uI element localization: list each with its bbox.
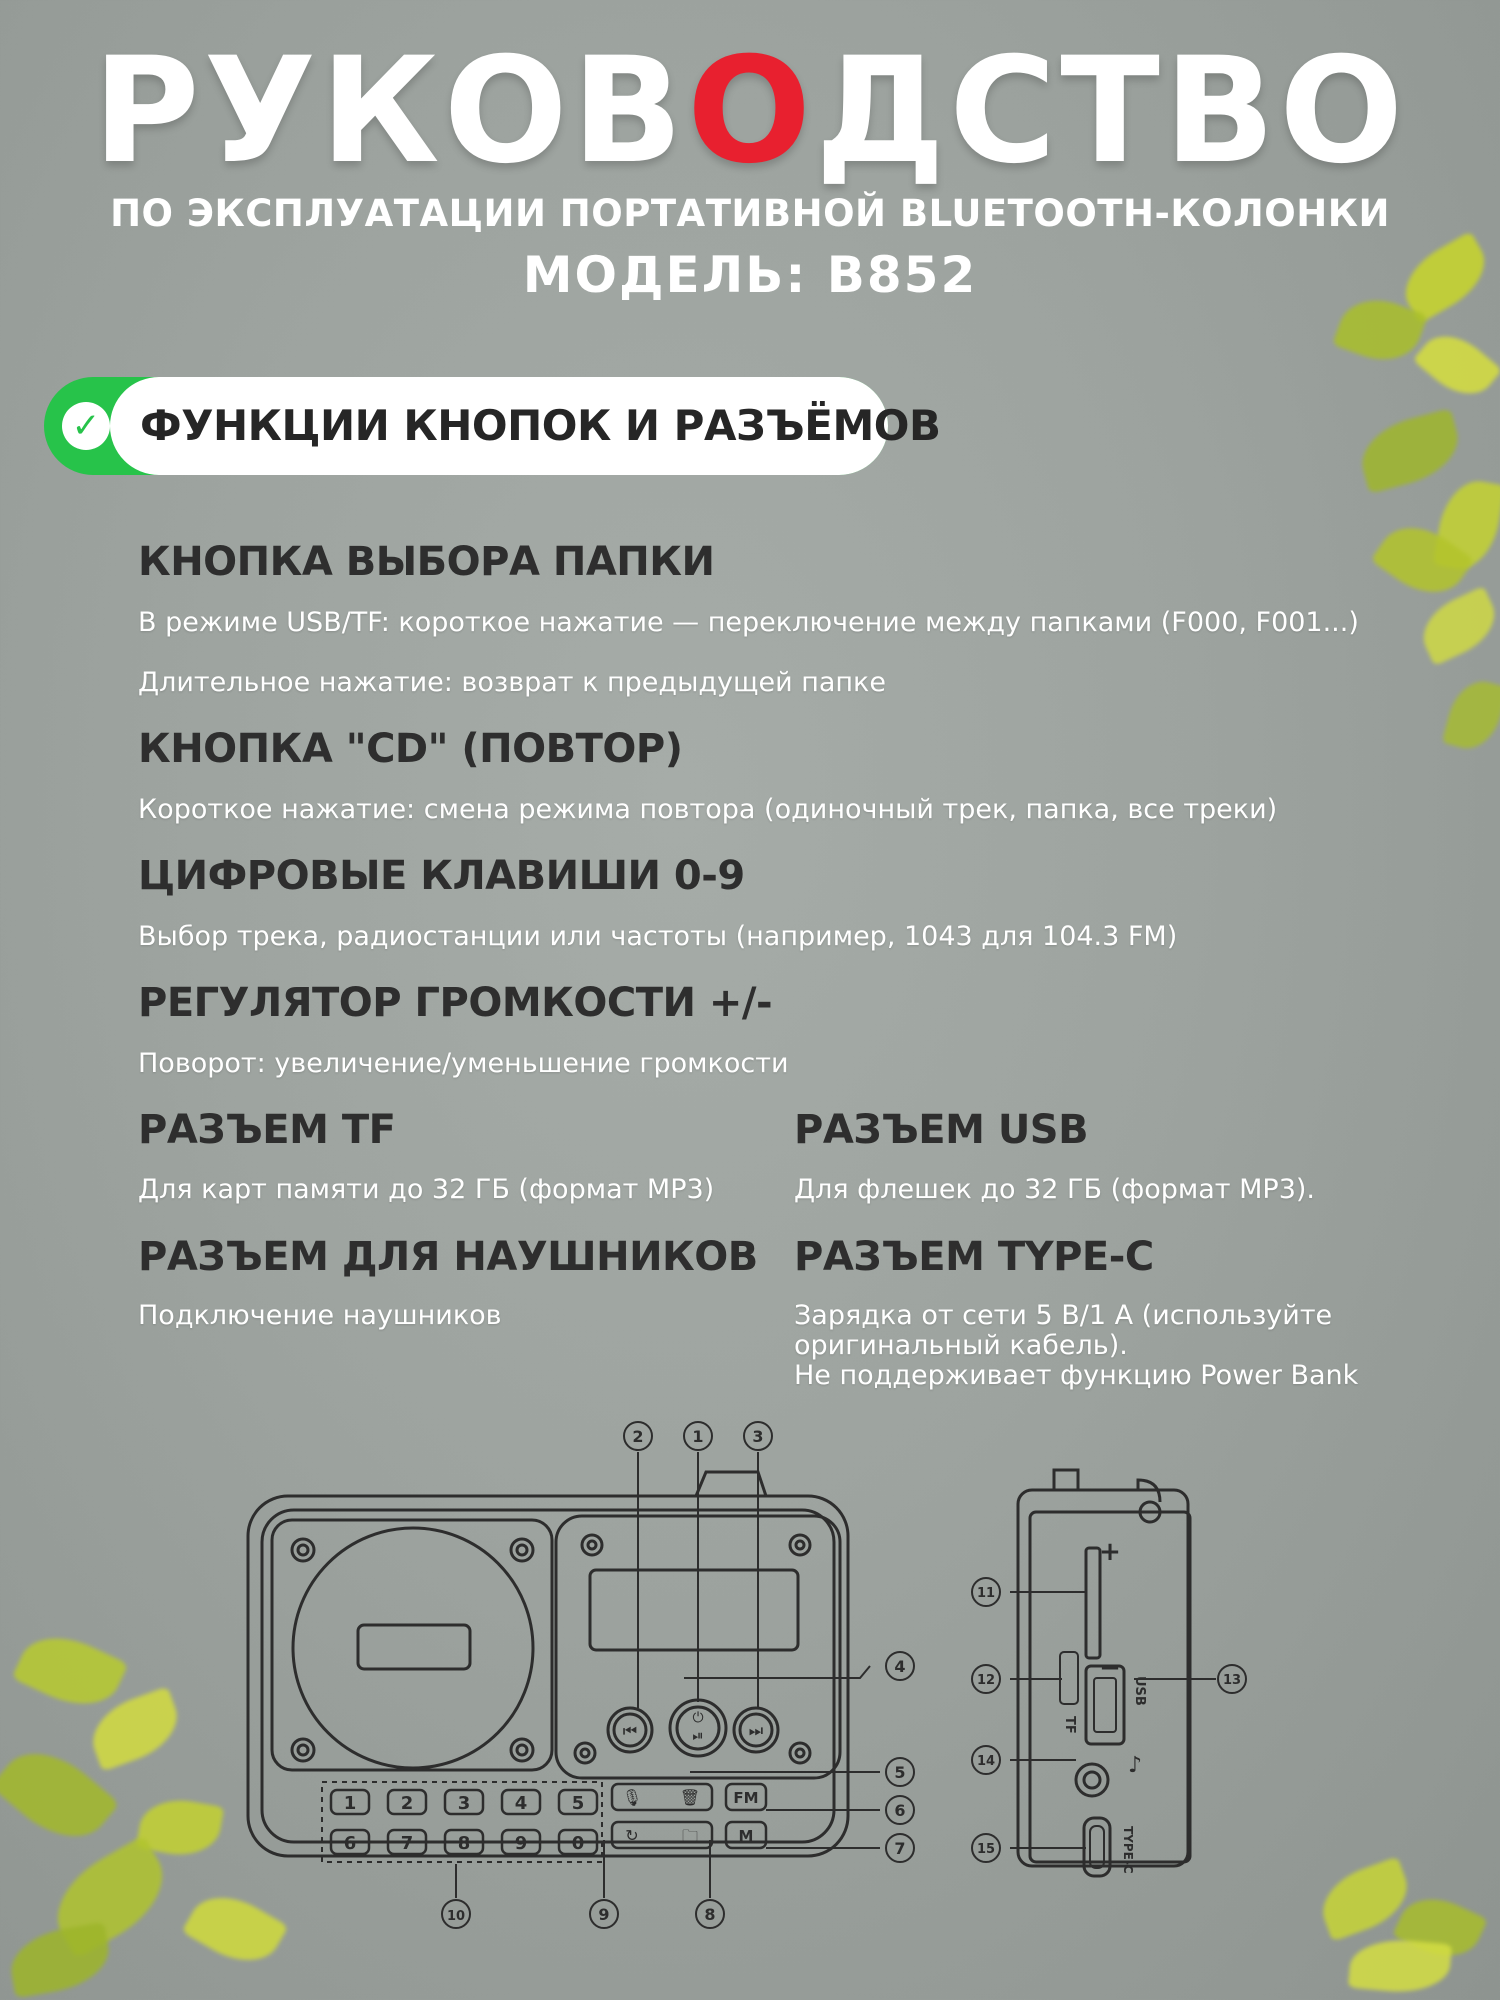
- key-2: 2: [400, 1793, 414, 1814]
- volume-desc: Поворот: увеличение/уменьшение громкости: [138, 1048, 789, 1079]
- digit-keys-desc: Выбор трека, радиостанции или частоты (например, 1043 для 104.3 FM): [138, 921, 1178, 952]
- checkmark-icon: ✓: [62, 402, 110, 450]
- callout-1: 1: [692, 1427, 704, 1446]
- callout-9: 9: [598, 1905, 610, 1924]
- callout-5: 5: [894, 1763, 906, 1782]
- volume-plus-label: +: [1099, 1537, 1121, 1567]
- folder-button-desc-2: Длительное нажатие: возврат к предыдущей папке: [138, 667, 886, 698]
- folder-icon: 🗀: [681, 1826, 699, 1845]
- callout-6: 6: [894, 1801, 906, 1820]
- callout-11: 11: [976, 1586, 996, 1601]
- play-pause-button: [670, 1700, 726, 1756]
- page-title: РУКОВОДСТВО: [92, 26, 1408, 196]
- svg-text:⏯: ⏯: [692, 1728, 704, 1744]
- typec-port-heading: РАЗЪЕМ TYPE-C: [794, 1234, 1154, 1280]
- key-0: 0: [571, 1833, 585, 1854]
- callout-10: 10: [446, 1909, 466, 1924]
- volume-minus-label: −: [1099, 1653, 1121, 1683]
- key-7: 7: [400, 1833, 414, 1854]
- svg-text:⏮: ⏮: [622, 1721, 638, 1740]
- cd-button-heading: КНОПКА "CD" (ПОВТОР): [138, 726, 683, 772]
- typec-port-desc-1: Зарядка от сети 5 В/1 А (используйте: [794, 1300, 1333, 1331]
- typec-port-desc-3: Не поддерживает функцию Power Bank: [794, 1360, 1359, 1391]
- callout-13: 13: [1222, 1673, 1242, 1688]
- svg-text:⏭: ⏭: [748, 1721, 764, 1740]
- svg-text:⏻: ⏻: [692, 1710, 704, 1726]
- callout-8: 8: [704, 1905, 716, 1924]
- callout-4: 4: [894, 1657, 906, 1676]
- title-accent-letter: О: [687, 26, 816, 196]
- key-8: 8: [457, 1833, 471, 1854]
- headphones-jack-desc: Подключение наушников: [138, 1300, 502, 1331]
- callout-15: 15: [976, 1842, 996, 1857]
- key-5: 5: [571, 1793, 585, 1814]
- usb-slot-desc: Для флешек до 32 ГБ (формат MP3).: [794, 1174, 1315, 1205]
- key-6: 6: [343, 1833, 357, 1854]
- headphone-icon: ♪: [1128, 1753, 1143, 1778]
- trash-icon: 🗑: [679, 1788, 701, 1807]
- model-label: МОДЕЛЬ: B852: [522, 246, 978, 304]
- usb-slot-heading: РАЗЪЕМ USB: [794, 1107, 1089, 1153]
- volume-heading: РЕГУЛЯТОР ГРОМКОСТИ +/-: [138, 980, 773, 1026]
- next-track-button: [734, 1708, 778, 1752]
- folder-button-desc-1: В режиме USB/TF: короткое нажатие — переключение между папками (F000, F001...): [138, 607, 1359, 638]
- key-3: 3: [457, 1793, 471, 1814]
- typec-port-desc-2: оригинальный кабель).: [794, 1330, 1128, 1361]
- key-4: 4: [514, 1793, 528, 1814]
- cd-button-desc: Короткое нажатие: смена режима повтора (одиночный трек, папка, все треки): [138, 794, 1278, 825]
- repeat-icon: ↻: [625, 1826, 639, 1845]
- callout-3: 3: [752, 1427, 764, 1446]
- mic-icon: 🎙: [621, 1788, 643, 1807]
- usb-side-label: USB: [1132, 1676, 1147, 1706]
- section-title: ФУНКЦИИ КНОПОК И РАЗЪЁМОВ: [140, 401, 941, 450]
- tf-slot-heading: РАЗЪЕМ TF: [138, 1107, 396, 1153]
- tf-side-label: TF: [1062, 1716, 1077, 1734]
- m-button-label: M: [738, 1827, 754, 1845]
- callout-14: 14: [976, 1754, 996, 1769]
- prev-track-button: [608, 1708, 652, 1752]
- key-9: 9: [514, 1833, 528, 1854]
- callout-12: 12: [976, 1673, 996, 1688]
- device-diagram: [0, 1420, 1500, 1980]
- fm-button-label: FM: [733, 1789, 759, 1807]
- digit-keys-heading: ЦИФРОВЫЕ КЛАВИШИ 0-9: [138, 853, 745, 899]
- typec-side-label: TYPE-C: [1121, 1826, 1135, 1874]
- page-subtitle: ПО ЭКСПЛУАТАЦИИ ПОРТАТИВНОЙ BLUETOOTH-КОЛОНКИ: [110, 192, 1390, 235]
- folder-button-heading: КНОПКА ВЫБОРА ПАПКИ: [138, 539, 715, 585]
- key-1: 1: [343, 1793, 357, 1814]
- tf-slot-desc: Для карт памяти до 32 ГБ (формат MP3): [138, 1174, 715, 1205]
- callout-7: 7: [894, 1839, 906, 1858]
- callout-2: 2: [632, 1427, 644, 1446]
- headphones-jack-heading: РАЗЪЕМ ДЛЯ НАУШНИКОВ: [138, 1234, 758, 1280]
